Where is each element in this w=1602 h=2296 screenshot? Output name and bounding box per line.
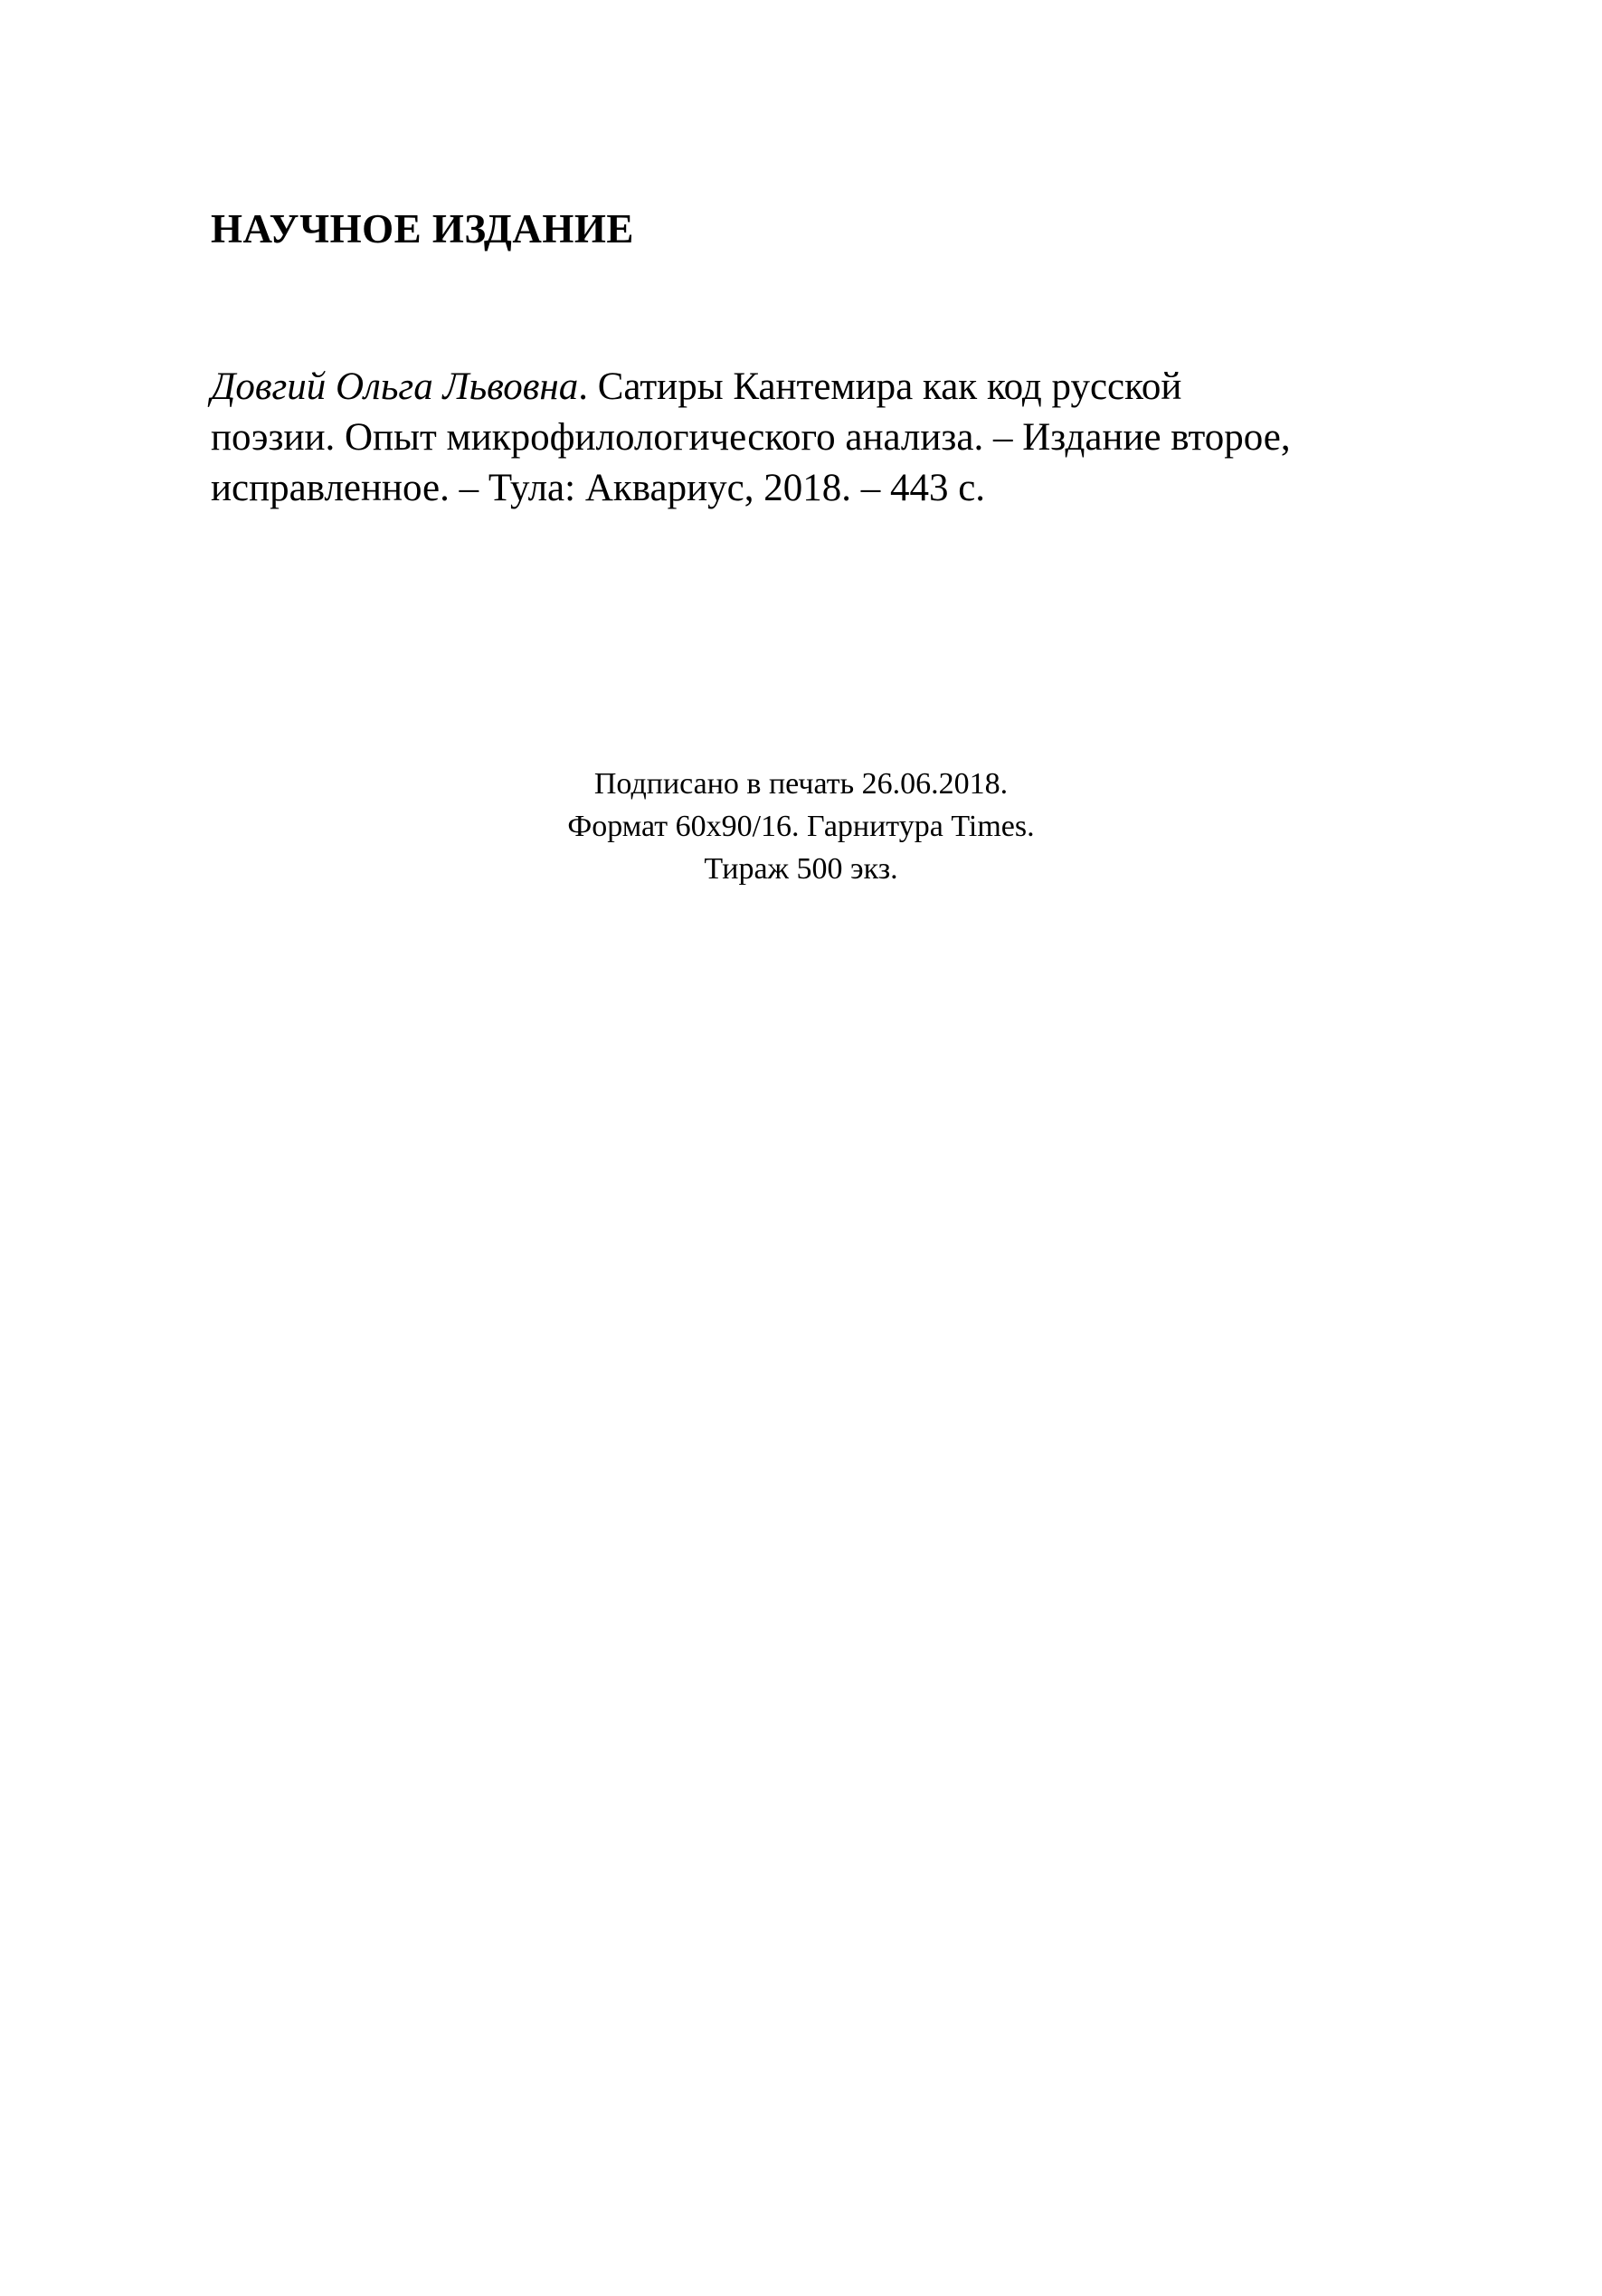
bibliography-line-2: поэзии. Опыт микрофилологического анализа. – Издание второе, [211, 416, 1291, 459]
bibliographic-record [211, 362, 1423, 514]
signed-to-print-date: Подписано в печать 26.06.2018. [593, 767, 1009, 801]
format-and-typeface: Формат 60х90/16. Гарнитура Times. [567, 810, 1035, 843]
bibliography-line-1 [211, 362, 1423, 413]
page-title: НАУЧНОЕ ИЗДАНИЕ [211, 206, 634, 251]
author-name: Довгий Ольга Львовна [211, 365, 579, 408]
print-run: Тираж 500 экз. [704, 852, 898, 886]
book-title-start: . Сатиры Кантемира как код русской [578, 365, 1182, 408]
bibliography-line-3: исправленное. – Тула: Аквариус, 2018. – 443 с. [211, 467, 986, 509]
imprint-block [0, 763, 1602, 890]
